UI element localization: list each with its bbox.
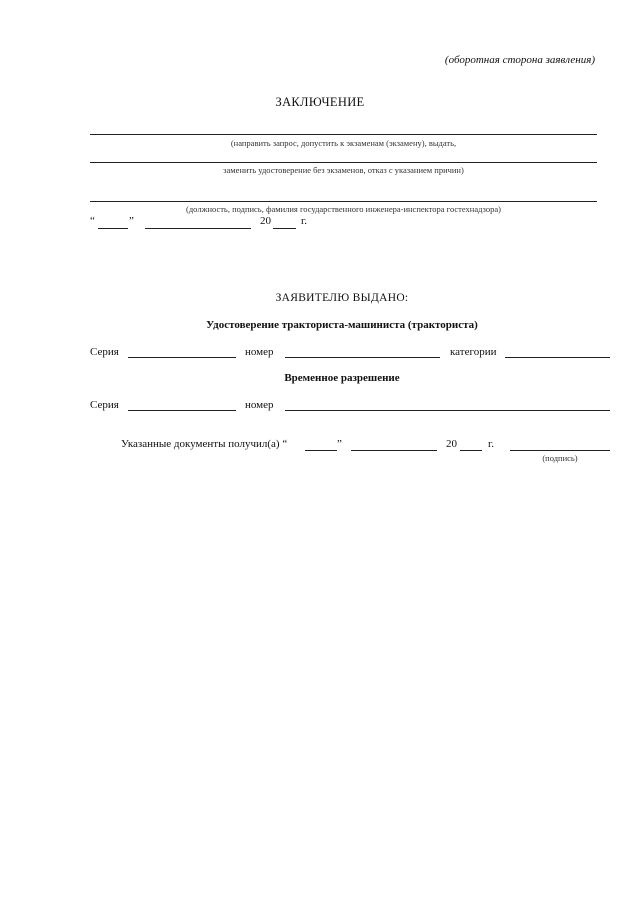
date-year-suffix: г. — [301, 215, 308, 227]
certificate-categories-line — [505, 357, 610, 358]
page-title: ЗАКЛЮЧЕНИЕ — [275, 95, 365, 109]
receipt-year-suffix: г. — [488, 438, 495, 450]
permit-number-line — [285, 410, 610, 411]
conclusion-caption-1: (направить запрос, допустить к экзаменам (экзамену), выдать, — [230, 138, 457, 148]
receipt-label: Указанные документы получил(а) “ — [121, 438, 288, 450]
receipt-year-prefix: 20 — [446, 438, 457, 450]
permit-series-label: Серия — [90, 399, 119, 411]
date-close-quote: ” — [129, 215, 134, 227]
certificate-number-label: номер — [245, 346, 274, 358]
certificate-series-line — [128, 357, 236, 358]
receipt-signature-line — [510, 450, 610, 451]
date-day-line — [98, 228, 128, 229]
date-year-prefix: 20 — [260, 215, 271, 227]
date-open-quote: “ — [90, 215, 95, 227]
receipt-year-line — [460, 450, 482, 451]
temporary-permit-heading: Временное разрешение — [284, 372, 400, 384]
certificate-series-label: Серия — [90, 346, 119, 358]
date-month-line — [145, 228, 251, 229]
conclusion-line-2 — [90, 162, 597, 163]
receipt-day-line — [305, 450, 337, 451]
date-year-line — [273, 228, 296, 229]
permit-series-line — [128, 410, 236, 411]
receipt-close-quote: ” — [337, 438, 342, 450]
issued-title: ЗАЯВИТЕЛЮ ВЫДАНО: — [275, 292, 409, 304]
conclusion-caption-2: заменить удостоверение без экзаменов, отказ с указанием причин) — [223, 165, 464, 175]
certificate-heading: Удостоверение тракториста-машиниста (тракториста) — [206, 319, 478, 331]
receipt-signature-caption: (подпись) — [542, 453, 578, 463]
certificate-number-line — [285, 357, 440, 358]
reverse-side-note: (оборотная сторона заявления) — [444, 54, 595, 66]
permit-number-label: номер — [245, 399, 274, 411]
certificate-categories-label: категории — [450, 346, 497, 358]
receipt-month-line — [351, 450, 437, 451]
inspector-signature-line — [90, 201, 597, 202]
inspector-caption: (должность, подпись, фамилия государственного инженера-инспектора гостехнадзора) — [186, 204, 501, 214]
conclusion-line-1 — [90, 134, 597, 135]
